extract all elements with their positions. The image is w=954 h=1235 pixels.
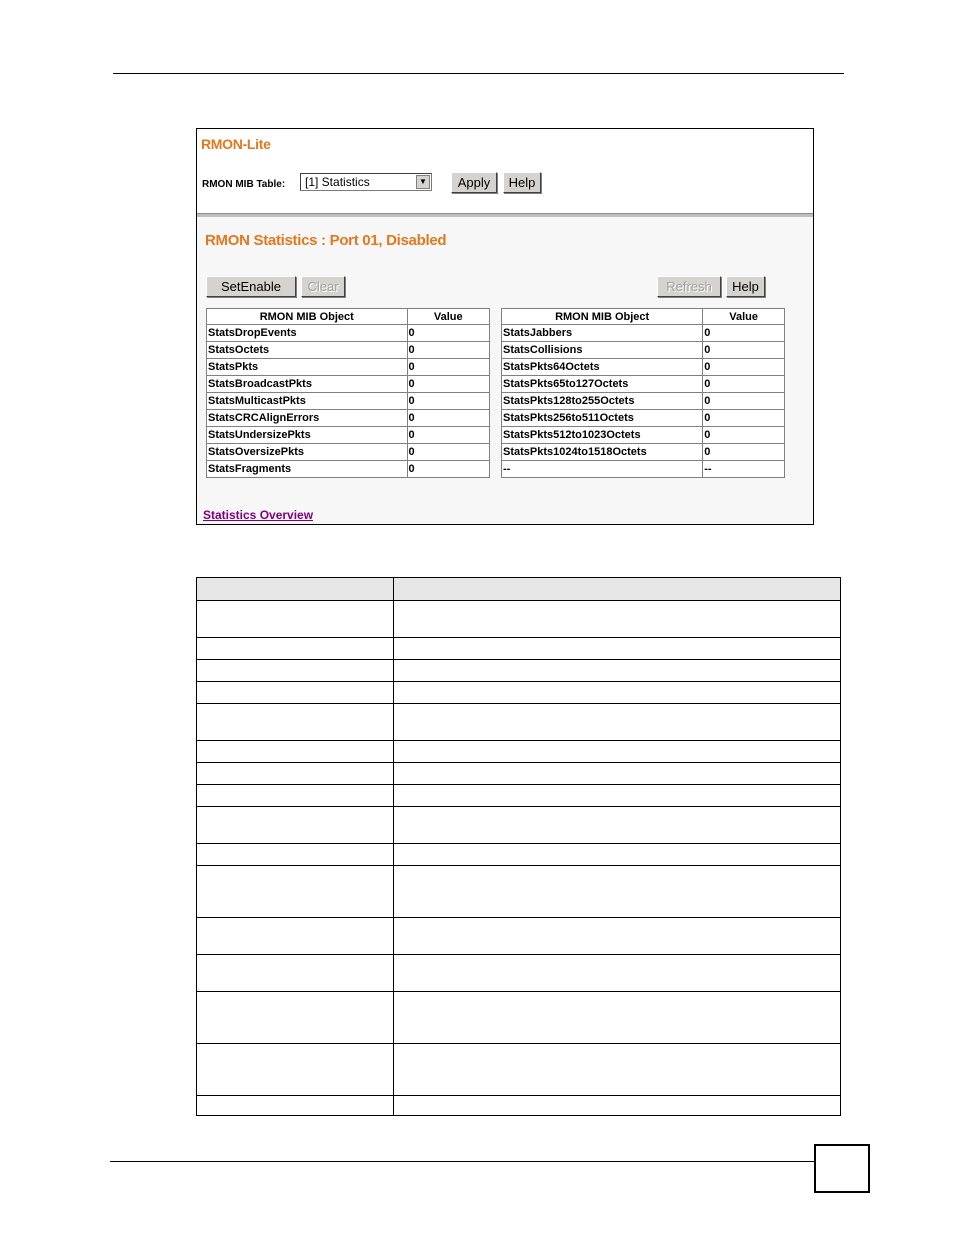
- left-stats-table: [206, 308, 490, 478]
- value-cell: 0: [703, 427, 784, 444]
- right-stats-table: [501, 308, 785, 478]
- object-cell: StatsPkts: [207, 359, 408, 376]
- value-cell: 0: [408, 410, 489, 427]
- object-cell: StatsPkts64Octets: [502, 359, 703, 376]
- description-row: [197, 741, 841, 763]
- rmon-screenshot: [196, 128, 814, 525]
- table-row: [502, 461, 784, 477]
- table-row: [502, 427, 784, 444]
- mib-table-select[interactable]: [300, 173, 432, 191]
- object-cell: StatsPkts256to511Octets: [502, 410, 703, 427]
- value-cell: 0: [408, 359, 489, 376]
- value-cell: 0: [703, 359, 784, 376]
- object-cell: StatsUndersizePkts: [207, 427, 408, 444]
- set-enable-button[interactable]: SetEnable: [206, 276, 296, 297]
- object-cell: StatsMulticastPkts: [207, 393, 408, 410]
- mib-table-selected-value: [1] Statistics: [305, 175, 370, 189]
- value-cell: 0: [408, 325, 489, 342]
- column-header-value: Value: [703, 309, 784, 325]
- table-row: [207, 393, 489, 410]
- table-row: [502, 342, 784, 359]
- column-header-object: RMON MIB Object: [207, 309, 408, 325]
- description-row: [197, 763, 841, 785]
- object-cell: StatsPkts128to255Octets: [502, 393, 703, 410]
- table-row: [207, 410, 489, 427]
- object-cell: StatsOctets: [207, 342, 408, 359]
- column-header-value: Value: [408, 309, 489, 325]
- table-row: [502, 325, 784, 342]
- value-cell: 0: [703, 410, 784, 427]
- value-cell: 0: [703, 444, 784, 461]
- page-bottom-rule: [110, 1161, 815, 1162]
- table-row: [207, 427, 489, 444]
- value-cell: 0: [408, 444, 489, 461]
- object-cell: StatsFragments: [207, 461, 408, 477]
- help-button-top[interactable]: Help: [503, 172, 541, 193]
- object-cell: --: [502, 461, 703, 477]
- value-cell: 0: [703, 325, 784, 342]
- description-row: [197, 955, 841, 992]
- table-row: [207, 359, 489, 376]
- description-row: [197, 1096, 841, 1116]
- table-row: [502, 410, 784, 427]
- object-cell: StatsPkts1024to1518Octets: [502, 444, 703, 461]
- object-cell: StatsJabbers: [502, 325, 703, 342]
- value-cell: 0: [408, 393, 489, 410]
- value-cell: 0: [703, 393, 784, 410]
- description-row: [197, 785, 841, 807]
- help-button-bottom[interactable]: Help: [726, 276, 765, 297]
- value-cell: 0: [408, 427, 489, 444]
- table-row: [207, 342, 489, 359]
- mib-table-label: RMON MIB Table:: [202, 179, 286, 190]
- chevron-down-icon[interactable]: ▼: [416, 175, 430, 189]
- refresh-button[interactable]: Refresh: [657, 276, 721, 297]
- page-top-rule: [113, 73, 844, 74]
- table-row: [502, 444, 784, 461]
- description-row: [197, 918, 841, 955]
- description-row: [197, 992, 841, 1044]
- table-row: [207, 376, 489, 393]
- table-row: [207, 444, 489, 461]
- value-cell: 0: [408, 376, 489, 393]
- description-header-row: [197, 578, 841, 601]
- value-cell: --: [704, 463, 712, 475]
- object-cell: StatsBroadcastPkts: [207, 376, 408, 393]
- value-cell: 0: [703, 342, 784, 359]
- app-title: RMON-Lite: [201, 136, 271, 152]
- table-row: [502, 376, 784, 393]
- description-row: [197, 660, 841, 682]
- object-cell: StatsPkts512to1023Octets: [502, 427, 703, 444]
- object-cell: StatsOversizePkts: [207, 444, 408, 461]
- table-row: [502, 393, 784, 410]
- column-header-object: RMON MIB Object: [502, 309, 703, 325]
- object-cell: StatsCollisions: [502, 342, 703, 359]
- description-row: [197, 601, 841, 638]
- value-cell: 0: [408, 463, 415, 475]
- value-cell: 0: [408, 342, 489, 359]
- value-cell: 0: [703, 376, 784, 393]
- page-number-box: [814, 1144, 870, 1193]
- description-table: [196, 577, 841, 1116]
- table-row: [207, 461, 489, 477]
- description-row: [197, 682, 841, 704]
- table-row: [207, 325, 489, 342]
- description-row: [197, 844, 841, 866]
- rmon-top-panel: [197, 129, 813, 213]
- description-row: [197, 866, 841, 918]
- description-row: [197, 1044, 841, 1096]
- description-row: [197, 704, 841, 741]
- description-row: [197, 807, 841, 844]
- statistics-overview-link[interactable]: Statistics Overview: [203, 508, 314, 522]
- object-cell: StatsDropEvents: [207, 325, 408, 342]
- object-cell: StatsPkts65to127Octets: [502, 376, 703, 393]
- apply-button[interactable]: Apply: [451, 172, 497, 193]
- object-cell: StatsCRCAlignErrors: [207, 410, 408, 427]
- table-row: [502, 359, 784, 376]
- clear-button[interactable]: Clear: [301, 276, 345, 297]
- description-row: [197, 638, 841, 660]
- stats-title: RMON Statistics : Port 01, Disabled: [205, 232, 447, 249]
